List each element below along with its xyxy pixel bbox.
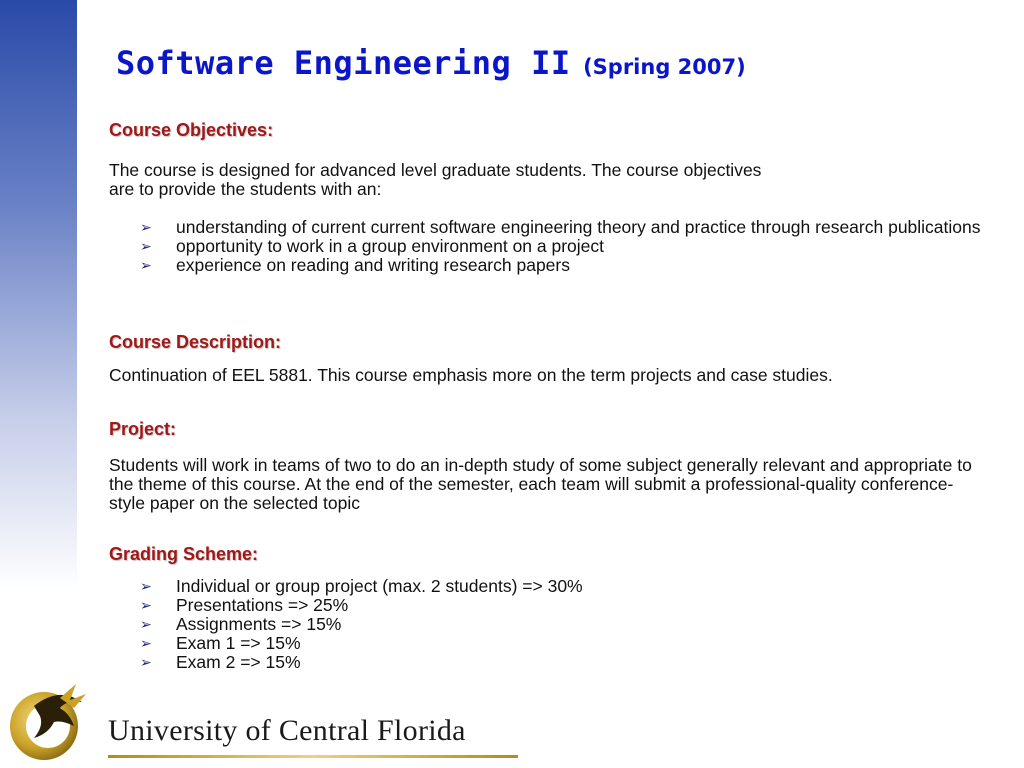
arrow-bullet-icon: ➢ xyxy=(140,257,152,273)
list-item-text: Individual or group project (max. 2 students) => 30% xyxy=(176,576,583,596)
description-heading: Course Description: xyxy=(109,332,282,352)
arrow-bullet-icon: ➢ xyxy=(140,578,152,594)
arrow-bullet-icon: ➢ xyxy=(140,654,152,670)
project-heading: Project: xyxy=(109,419,177,439)
list-item xyxy=(140,218,1000,237)
left-gradient-bar xyxy=(0,0,77,590)
list-item xyxy=(140,256,1000,275)
objectives-intro-line2: are to provide the students with an: xyxy=(109,179,382,199)
list-item xyxy=(140,615,840,634)
wordmark-underline xyxy=(108,755,518,758)
page-title xyxy=(116,44,746,82)
university-wordmark: University of Central Florida xyxy=(108,714,466,747)
list-item-text: Presentations => 25% xyxy=(176,595,349,615)
grading-heading: Grading Scheme: xyxy=(109,544,259,564)
list-item xyxy=(140,634,840,653)
objectives-intro xyxy=(109,161,989,199)
list-item xyxy=(140,237,1000,256)
title-main: Software Engineering II xyxy=(116,44,571,82)
arrow-bullet-icon: ➢ xyxy=(140,616,152,632)
arrow-bullet-icon: ➢ xyxy=(140,635,152,651)
objectives-list xyxy=(140,218,1000,275)
list-item xyxy=(140,577,840,596)
list-item-text: Exam 1 => 15% xyxy=(176,633,301,653)
list-item-text: Exam 2 => 15% xyxy=(176,652,301,672)
objectives-heading: Course Objectives: xyxy=(109,120,274,140)
grading-list xyxy=(140,577,840,672)
list-item xyxy=(140,596,840,615)
arrow-bullet-icon: ➢ xyxy=(140,238,152,254)
footer-logo xyxy=(0,676,560,768)
list-item xyxy=(140,653,840,672)
ucf-pegasus-logo-icon xyxy=(4,676,94,768)
list-item-text: Assignments => 15% xyxy=(176,614,342,634)
arrow-bullet-icon: ➢ xyxy=(140,597,152,613)
arrow-bullet-icon: ➢ xyxy=(140,219,152,235)
project-text: Students will work in teams of two to do an in-depth study of some subject generally relevant and appropriate to the theme of this course. At the end of the semester, each team will submit a professional-quality conference-style paper on the selected topic xyxy=(109,455,972,513)
list-item-text: opportunity to work in a group environment on a project xyxy=(176,236,605,256)
title-sub: (Spring 2007) xyxy=(583,55,746,79)
description-text: Continuation of EEL 5881. This course emphasis more on the term projects and case studies. xyxy=(109,365,833,385)
objectives-intro-line1: The course is designed for advanced level graduate students. The course objectives xyxy=(109,160,762,180)
list-item-text: understanding of current current software engineering theory and practice through research publications xyxy=(176,217,981,237)
list-item-text: experience on reading and writing research papers xyxy=(176,255,570,275)
